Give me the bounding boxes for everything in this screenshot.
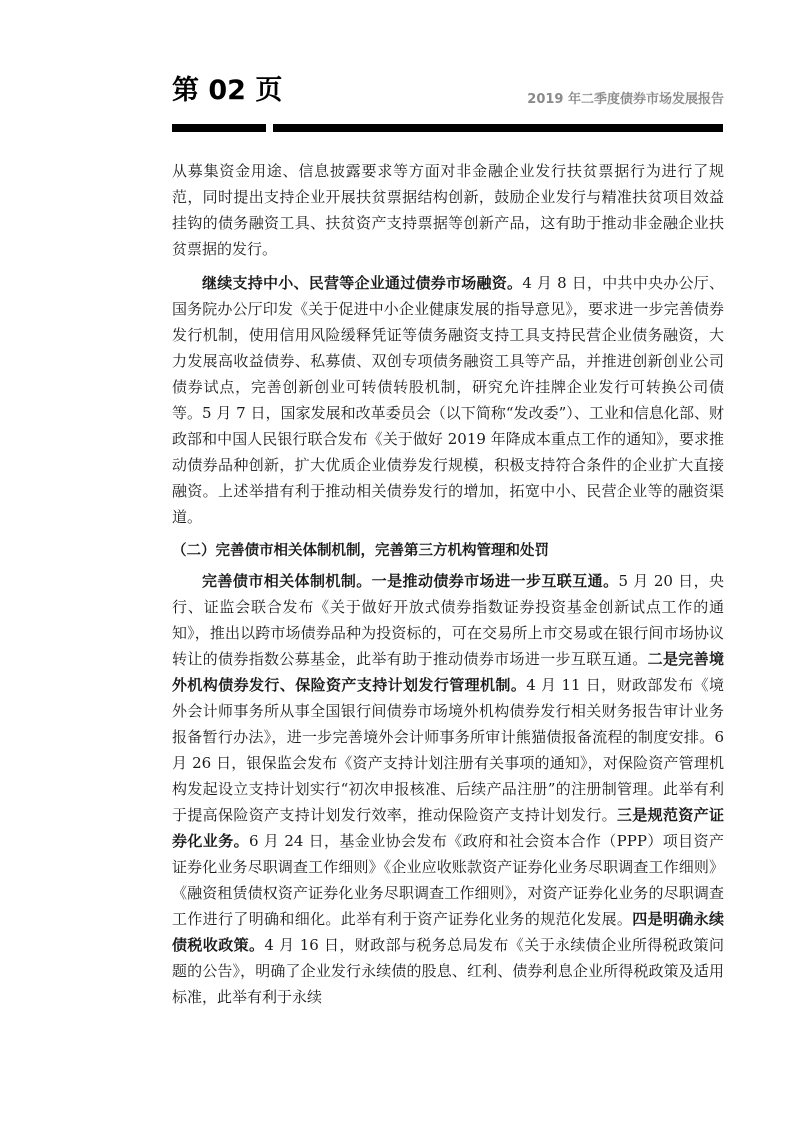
paragraph-2-lead: 继续支持中小、民营等企业通过债券市场融资。 [202,274,523,292]
paragraph-1-text: 从募集资金用途、信息披露要求等方面对非金融企业发行扶贫票据行为进行了规范，同时提出支持企业开展扶贫票据结构创新，鼓励企业发行与精准扶贫项目效益挂钩的债务融资工具、扶贫资产支持票据等创新产品，这有助于推动非金融企业扶贫票据的发行。 [172,162,724,258]
paragraph-3-text-3: 6 月 24 日，基金业协会发布《政府和社会资本合作（PPP）项目资产证券化业务尽职调查工作细则》《企业应收账款资产证券化业务尽职调查工作细则》《融资租赁债权资产证券化业务尽职调查工作细则》，对资产证券化业务的尽职调查工作进行了明确和细化。此举有利于资产证券化业务的规范化发展。 [172,832,724,928]
page-number-title: 第 02 页 [172,75,283,106]
header-rule-short [172,124,266,132]
paragraph-3 [172,568,724,1010]
report-title: 2019 年二季度债券市场发展报告 [527,92,724,107]
paragraph-3-text-1: 5 月 20 日，央行、证监会联合发布《关于做好开放式债券指数证券投资基金创新试点工作的通知》，推出以跨市场债券品种为投资标的，可在交易所上市交易或在银行间市场协议转让的债券指数公募基金，此举有助于推动债券市场进一步互联互通。 [172,572,724,668]
paragraph-3-lead-2: 二是完善境外机构债券发行、保险资产支持计划发行管理机制。 [172,650,724,694]
paragraph-2 [172,270,724,530]
paragraph-1 [172,158,724,262]
paragraph-3-text-2: 4 月 11 日，财政部发布《境外会计师事务所从事全国银行间债券市场境外机构债券发行相关财务报告审计业务报备暂行办法》，进一步完善境外会计师事务所审计熊猫债报备流程的制度安排。6 月 26 日，银保监会发布《资产支持计划注册有关事项的通知》，对保险资产管理机构发起设立支持计划实行“初次申报核准、后续产品注册”的注册制管理。此举有利于提高保险资产支持计划发行效率，推动保险资产支持计划发行。 [172,676,724,824]
paragraph-2-text: 4 月 8 日，中共中央办公厅、国务院办公厅印发《关于促进中小企业健康发展的指导意见》，要求进一步完善债券发行机制，使用信用风险缓释凭证等债务融资支持工具支持民营企业债务融资，大力发展高收益债券、私募债、双创专项债务融资工具等产品，并推进创新创业公司债券试点，完善创新创业可转债转股机制，研究允许挂牌企业发行可转换公司债等。5 月 7 日，国家发展和改革委员会（以下简称“发改委”）、工业和信息化部、财政部和中国人民银行联合发布《关于做好 2019 年降成本重点工作的通知》，要求推动债券品种创新，扩大优质企业债券发行规模，积极支持符合条件的企业扩大直接融资。上述举措有利于推动相关债券发行的增加，拓宽中小、民营企业等的融资渠道。 [172,274,724,526]
paragraph-3-lead-1: 完善债市相关体制机制。一是推动债券市场进一步互联互通。 [202,572,619,590]
section-heading: （二）完善债市相关体制机制，完善第三方机构管理和处罚 [172,543,549,559]
paragraph-3-text-4: 4 月 16 日，财政部与税务总局发布《关于永续债企业所得税政策问题的公告》，明确了企业发行永续债的股息、红利、债券利息企业所得税政策及适用标准，此举有利于永续 [172,936,724,1006]
document-body [172,158,724,1018]
paragraph-3-lead-3: 三是规范资产证券化业务。 [172,806,724,850]
header-rule-long [273,124,723,132]
paragraph-3-lead-4: 四是明确永续债税收政策。 [172,910,724,954]
